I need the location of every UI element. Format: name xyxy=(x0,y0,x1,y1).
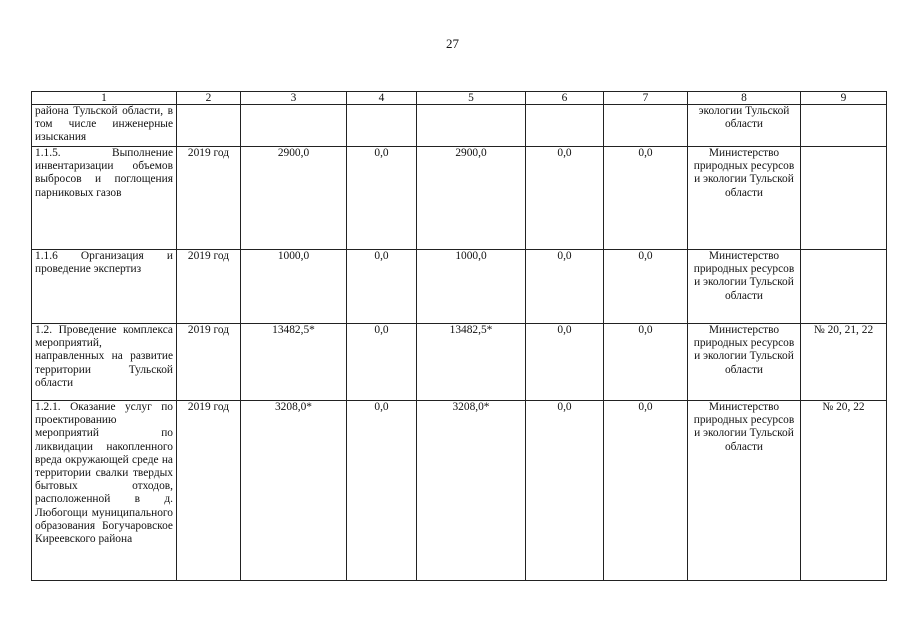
table-cell: 3208,0* xyxy=(417,401,526,581)
table-cell: № 20, 22 xyxy=(801,401,887,581)
table-cell: экологии Тульской области xyxy=(688,105,801,147)
header-row xyxy=(32,92,887,105)
table-row xyxy=(32,105,887,147)
table-cell: 2019 год xyxy=(177,401,241,581)
table-row xyxy=(32,147,887,250)
column-header: 2 xyxy=(177,92,241,105)
table-cell: 3208,0* xyxy=(241,401,347,581)
table-cell: 13482,5* xyxy=(417,324,526,401)
table-cell: № 20, 21, 22 xyxy=(801,324,887,401)
table-cell xyxy=(526,105,604,147)
table-cell: 0,0 xyxy=(604,324,688,401)
table-cell xyxy=(347,105,417,147)
table-cell: 1.2. Проведение комплекса мероприятий, направленных на развитие территории Тульской области xyxy=(32,324,177,401)
table-cell: 2900,0 xyxy=(417,147,526,250)
table-cell xyxy=(177,105,241,147)
data-table xyxy=(31,91,887,581)
table-cell xyxy=(417,105,526,147)
table-cell: 2900,0 xyxy=(241,147,347,250)
table-cell: 0,0 xyxy=(347,324,417,401)
table-cell: 1.1.6 Организация и проведение экспертиз xyxy=(32,250,177,324)
table-cell: 2019 год xyxy=(177,250,241,324)
table-row xyxy=(32,401,887,581)
table-cell xyxy=(241,105,347,147)
table-cell: 0,0 xyxy=(526,147,604,250)
table-cell: Министерство природных ресурсов и экологии Тульской области xyxy=(688,401,801,581)
table-cell: 0,0 xyxy=(347,401,417,581)
table-cell xyxy=(801,105,887,147)
column-header: 3 xyxy=(241,92,347,105)
table-cell: 13482,5* xyxy=(241,324,347,401)
column-header: 1 xyxy=(32,92,177,105)
column-header: 7 xyxy=(604,92,688,105)
table-cell: 0,0 xyxy=(604,147,688,250)
table-cell xyxy=(801,250,887,324)
table-cell xyxy=(604,105,688,147)
table-cell: 1000,0 xyxy=(241,250,347,324)
table-cell: 0,0 xyxy=(526,401,604,581)
table-cell: 2019 год xyxy=(177,147,241,250)
table-cell: 1000,0 xyxy=(417,250,526,324)
table-cell: 0,0 xyxy=(347,250,417,324)
column-header: 6 xyxy=(526,92,604,105)
column-header: 9 xyxy=(801,92,887,105)
table-cell: 1.1.5. Выполнение инвентаризации объемов выбросов и поглощения парниковых газов xyxy=(32,147,177,250)
column-header: 5 xyxy=(417,92,526,105)
table-cell: 0,0 xyxy=(526,250,604,324)
table-cell: 0,0 xyxy=(604,250,688,324)
column-header: 8 xyxy=(688,92,801,105)
table-cell: 0,0 xyxy=(526,324,604,401)
table-cell xyxy=(801,147,887,250)
table-cell: района Тульской области, в том числе инженерные изыскания xyxy=(32,105,177,147)
table-cell: Министерство природных ресурсов и экологии Тульской области xyxy=(688,324,801,401)
page-number: 27 xyxy=(446,36,459,51)
table-cell: 2019 год xyxy=(177,324,241,401)
table-cell: Министерство природных ресурсов и экологии Тульской области xyxy=(688,250,801,324)
column-header: 4 xyxy=(347,92,417,105)
table-cell: Министерство природных ресурсов и экологии Тульской области xyxy=(688,147,801,250)
table-cell: 1.2.1. Оказание услуг по проектированию мероприятий по ликвидации накопленного вреда окружающей среде на территории свалки твердых бытовых отходов, расположенной в д. Любогощи муниципального образования Богучаровское Киреевского района xyxy=(32,401,177,581)
table-row xyxy=(32,324,887,401)
table-cell: 0,0 xyxy=(347,147,417,250)
table-cell: 0,0 xyxy=(604,401,688,581)
table-row xyxy=(32,250,887,324)
